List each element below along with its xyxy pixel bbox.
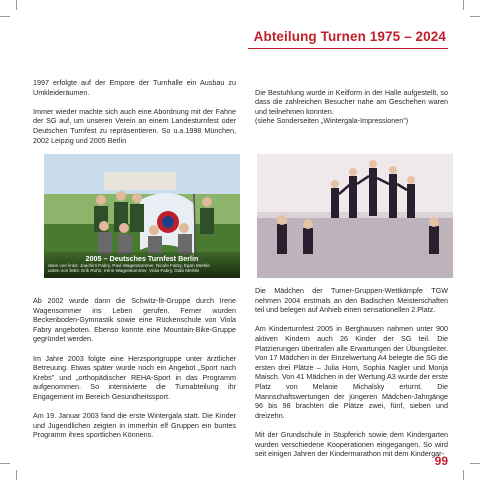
paragraph: 1997 erfolgte auf der Empore der Turnhalle ein Ausbau zu Umkleideräumen. <box>33 78 236 97</box>
left-column-bottom <box>33 296 236 450</box>
right-column-top <box>255 78 448 145</box>
group-photo-turnfest <box>44 154 240 278</box>
crop-mark <box>470 463 480 464</box>
gymnastics-photo-illustration <box>257 154 453 278</box>
page-number: 99 <box>434 454 448 468</box>
page-title: Abteilung Turnen 1975 – 2024 <box>253 29 446 44</box>
crop-mark <box>470 16 480 17</box>
photo-caption-title: 2005 – Deutsches Turnfest Berlin <box>85 254 199 263</box>
paragraph: Im Jahre 2003 folgte eine Herzsportgruppe unter ärztlicher Betreuung. Etwas später wurde noch ein Angebot „Sport nach Krebs" und „orthopädischer REHA-Sport in das Programm aufgenommen. So intensivierte die Turnabteilung ihr Engagement im Bereich Gesundheitssport. <box>33 353 236 401</box>
photo-caption-line: unten von links: Erik Rohn, Irene Wagensommer, Viola Fabry, Gabi Merkle <box>48 268 200 274</box>
right-column-bottom <box>255 286 448 468</box>
paragraph: Am 19. Januar 2003 fand die erste Wintergala statt. Die Kinder und Jugendlichen zeigten in immerhin elf Gruppen ein buntes Programm ihres sportlichen Könnens. <box>33 411 236 440</box>
left-column-top <box>33 78 236 155</box>
crop-mark <box>16 470 17 480</box>
paragraph: Ab 2002 wurde dann die Schwitz-fit-Gruppe durch Irene Wagensommer ins Leben gerufen. Ferner wurden Beckenboden-Gymnastik sowie eine Rückenschule von Viola Fabry angeboten. Ebenso konnte eine Mountain-Bike-Gruppe gegründet werden. <box>33 296 236 344</box>
paragraph: Am Kinderturnfest 2005 in Berghausen nahmen unter 900 aktiven Kindern auch 26 Kinder der SG teil. Die Platzierungen übertrafen alle Erwartungen der Übungsleiter. Von 17 Mädchen in der Einzelwertung A4 belegte die SG die ersten drei Plätze – Julia Horn, Sophia Nagler und Monja Maisch. Von 41 Mädchen in der Wertung A3 wurde der erste Platz von Melanie Michalsky erturnt. Die Mannschaftswertungen der jüngeren Mädchen-Jahrgänge 96 bis 98 brachten die Plätze zwei, fünf, sieben und dreizehn. <box>255 324 448 420</box>
gymnastics-photo <box>257 154 453 278</box>
crop-mark <box>463 470 464 480</box>
crop-mark <box>0 463 10 464</box>
photo-caption <box>44 252 240 278</box>
paragraph: Die Mädchen der Turner-Gruppen-Wettkämpfe TGW nehmen 2004 erstmals an den Badischen Meisterschaften teil und belegen auf Anhieb einen sensationellen 2.Platz. <box>255 286 448 315</box>
crop-mark <box>0 16 10 17</box>
crop-mark <box>463 0 464 10</box>
photo-caption-line: oben von links: Joachim Fabry, Paul Wagensommer, Nicole Fabry, Egon Merkle <box>48 263 210 268</box>
paragraph: Mit der Grundschule in Stupferich sowie dem Kindergarten wurden verschiedene Kooperationen eingegangen. So wird seit einigen Jahren der Kindermarathon mit dem Kindergar- <box>255 429 448 459</box>
paragraph: Die Bestuhlung wurde in Keilform in der Halle aufgestellt, so dass die zahlreichen Besucher nahe am Geschehen waren und teilnehmen konnten. (siehe Sonderseiten „Wintergala-Impressionen") <box>255 87 448 126</box>
title-underline <box>248 48 448 49</box>
crop-mark <box>16 0 17 10</box>
paragraph: Immer wieder machte sich auch eine Abordnung mit der Fahne der SG auf, um unseren Verein an einem Landesturnfest oder Deutschen Turnfest zu repräsentieren. So u.a.1998 München, 2002 Leipzig und 2005 Berlin <box>33 106 236 145</box>
